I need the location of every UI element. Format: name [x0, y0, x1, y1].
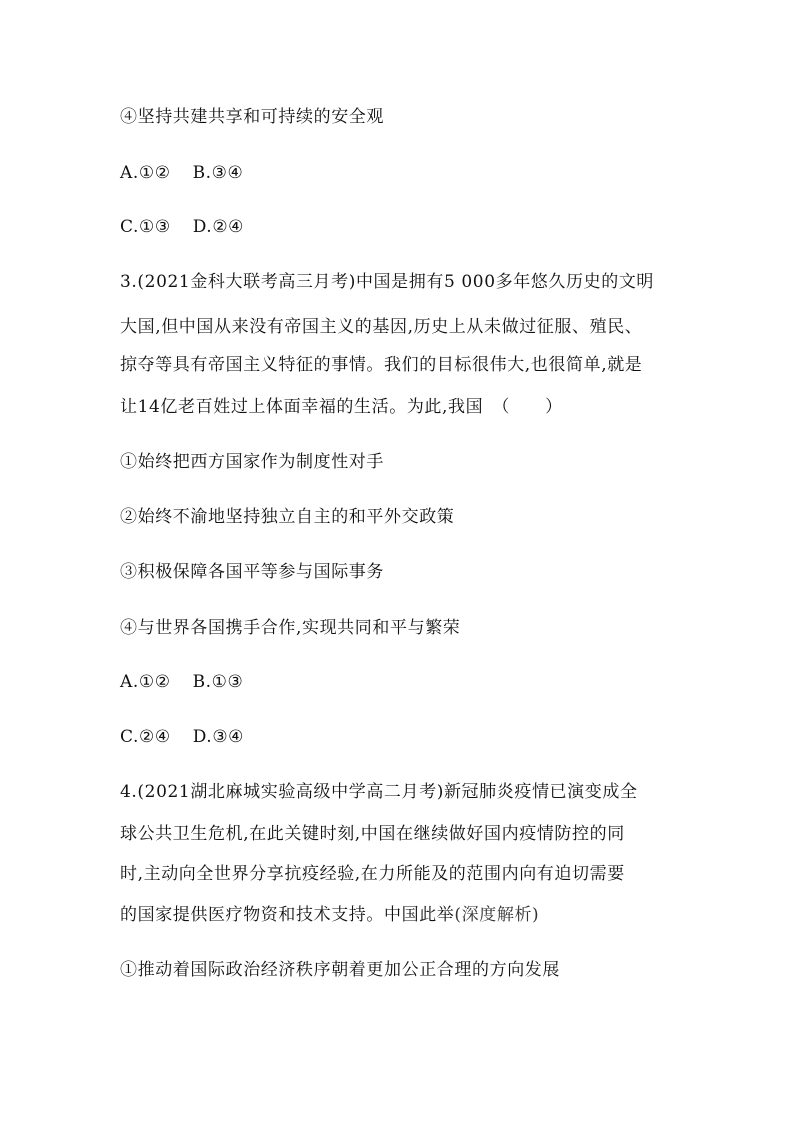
q3-stem-line-2: 大国,但中国从来没有帝国主义的基因,历史上从未做过征服、殖民、 [120, 317, 643, 337]
q3-stem-line-3: 掠夺等具有帝国主义特征的事情。我们的目标很伟大,也很简单,就是 [120, 355, 643, 375]
q3-option-b: B.①③ [192, 672, 244, 692]
q2-item-4: ④坚持共建共享和可持续的安全观 [120, 107, 384, 127]
q2-options-row-2 [120, 216, 700, 238]
q4-stem-line-2: 球公共卫生危机,在此关键时刻,中国在继续做好国内疫情防控的同 [120, 824, 625, 844]
q2-option-c: C.①③ [120, 217, 171, 237]
q3-option-c: C.②④ [120, 727, 171, 747]
q3-options-row-2 [120, 726, 700, 748]
q2-options-row-1 [120, 162, 700, 184]
q3-stem-line-4: 让14亿老百姓过上体面幸福的生活。为此,我国 （ ） [120, 397, 563, 417]
q3-option-d: D.③④ [192, 727, 244, 747]
q4-stem-line-3: 时,主动向全世界分享抗疫经验,在力所能及的范围内向有迫切需要 [120, 864, 625, 884]
q2-option-d: D.②④ [192, 217, 244, 237]
q3-item-2: ②始终不渝地坚持独立自主的和平外交政策 [120, 507, 455, 527]
q4-stem-line-4-text: 的国家提供医疗物资和技术支持。中国此举 [120, 905, 455, 925]
q2-option-a: A.①② [120, 163, 171, 183]
q3-item-1: ①始终把西方国家作为制度性对手 [120, 452, 384, 472]
q3-options-row-1 [120, 671, 700, 693]
q4-item-1: ①推动着国际政治经济秩序朝着更加公正合理的方向发展 [120, 960, 560, 980]
q3-option-a: A.①② [120, 672, 171, 692]
q4-stem-line-1: 4.(2021湖北麻城实验高级中学高二月考)新冠肺炎疫情已演变成全 [120, 782, 638, 802]
q4-stem-line-4 [120, 904, 700, 926]
q2-option-b: B.③④ [192, 163, 244, 183]
q4-analysis-tag: (深度解析) [454, 905, 540, 925]
q3-stem-line-1: 3.(2021金科大联考高三月考)中国是拥有5 000多年悠久历史的文明 [120, 272, 655, 292]
q3-item-3: ③积极保障各国平等参与国际事务 [120, 562, 384, 582]
q3-item-4: ④与世界各国携手合作,实现共同和平与繁荣 [120, 618, 461, 638]
